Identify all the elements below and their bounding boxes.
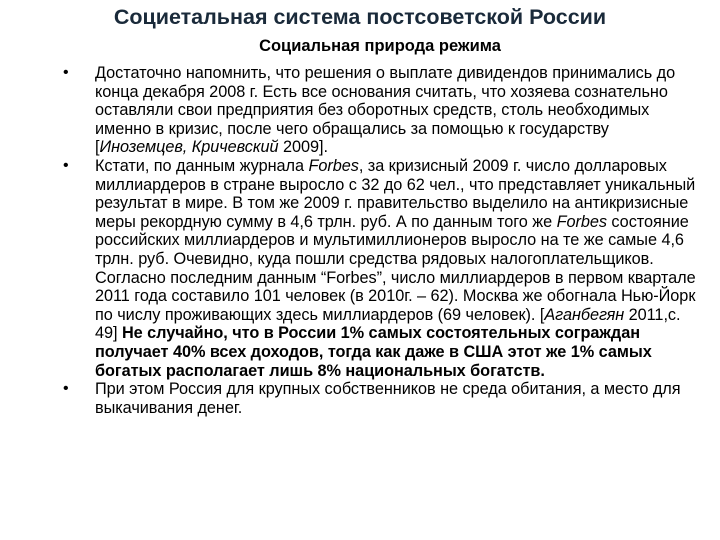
text-segment: Достаточно напомнить, что решения о выплате дивидендов принимались до конца декабря 2008 г. Есть все основания считать, что хозяева сознательно оставляли свои предприятия без оборотных средств, столь необходимых именно в кризис, после чего обращались за помощью к государству [ bbox=[95, 64, 676, 157]
text-segment-bold: Не случайно, что в России 1% самых состоятельных сограждан получает 40% всех доходов, тогда как даже в США этот же 1% самых богатых располагает лишь 8% национальных богатств. bbox=[95, 324, 652, 380]
bullet-item-3 bbox=[0, 380, 720, 417]
bullet-list bbox=[0, 64, 720, 417]
bullet-text-3 bbox=[95, 380, 700, 417]
slide-title: Социетальная система постсоветской России bbox=[113, 5, 607, 29]
bullet-text-1 bbox=[95, 64, 700, 157]
bullet-text-2 bbox=[95, 157, 700, 380]
text-segment: состояние российских миллиардеров и мультимиллионеров выросло на те же самые 4,6 трлн. руб. Очевидно, куда пошли средства рядовых налогоплательщиков. Согласно последним данным “Forbes”, число миллиардеров в первом квартале 2011 года составило 101 человек (в 2010г. – 62). Москва же обогнала Нью-Йорк по числу проживающих здесь миллиардеров (69 человек). [ bbox=[95, 212, 696, 324]
bullet-marker: • bbox=[63, 380, 69, 398]
bullet-item-1 bbox=[0, 64, 720, 157]
text-segment: , за кризисный 2009 г. число долларовых миллиардеров в стране выросло с 32 до 62 чел., что представляет уникальный результат в мире. В том же 2009 г. правительство выделило на антикризисные меры рекордную сумму в 4,6 трлн. руб. А по данным того же bbox=[95, 156, 696, 231]
text-segment: Кстати, по данным журнала bbox=[95, 156, 309, 175]
bullet-marker: • bbox=[63, 64, 69, 81]
text-segment-italic: Forbes bbox=[556, 212, 607, 231]
slide-subtitle: Социальная природа режима bbox=[259, 37, 501, 55]
text-segment-italic: Иноземцев, Кричевский bbox=[99, 138, 279, 157]
text-segment: 2009]. bbox=[278, 138, 328, 157]
text-segment-italic: Forbes bbox=[308, 156, 359, 175]
bullet-item-2 bbox=[0, 157, 720, 380]
text-segment-italic: Аганбегян bbox=[544, 305, 625, 324]
text-segment: При этом Россия для крупных собственников не среда обитания, а место для выкачивания денег. bbox=[95, 380, 681, 417]
text-segment: 2011,с. 49] bbox=[95, 305, 681, 343]
bullet-marker: • bbox=[63, 156, 69, 174]
